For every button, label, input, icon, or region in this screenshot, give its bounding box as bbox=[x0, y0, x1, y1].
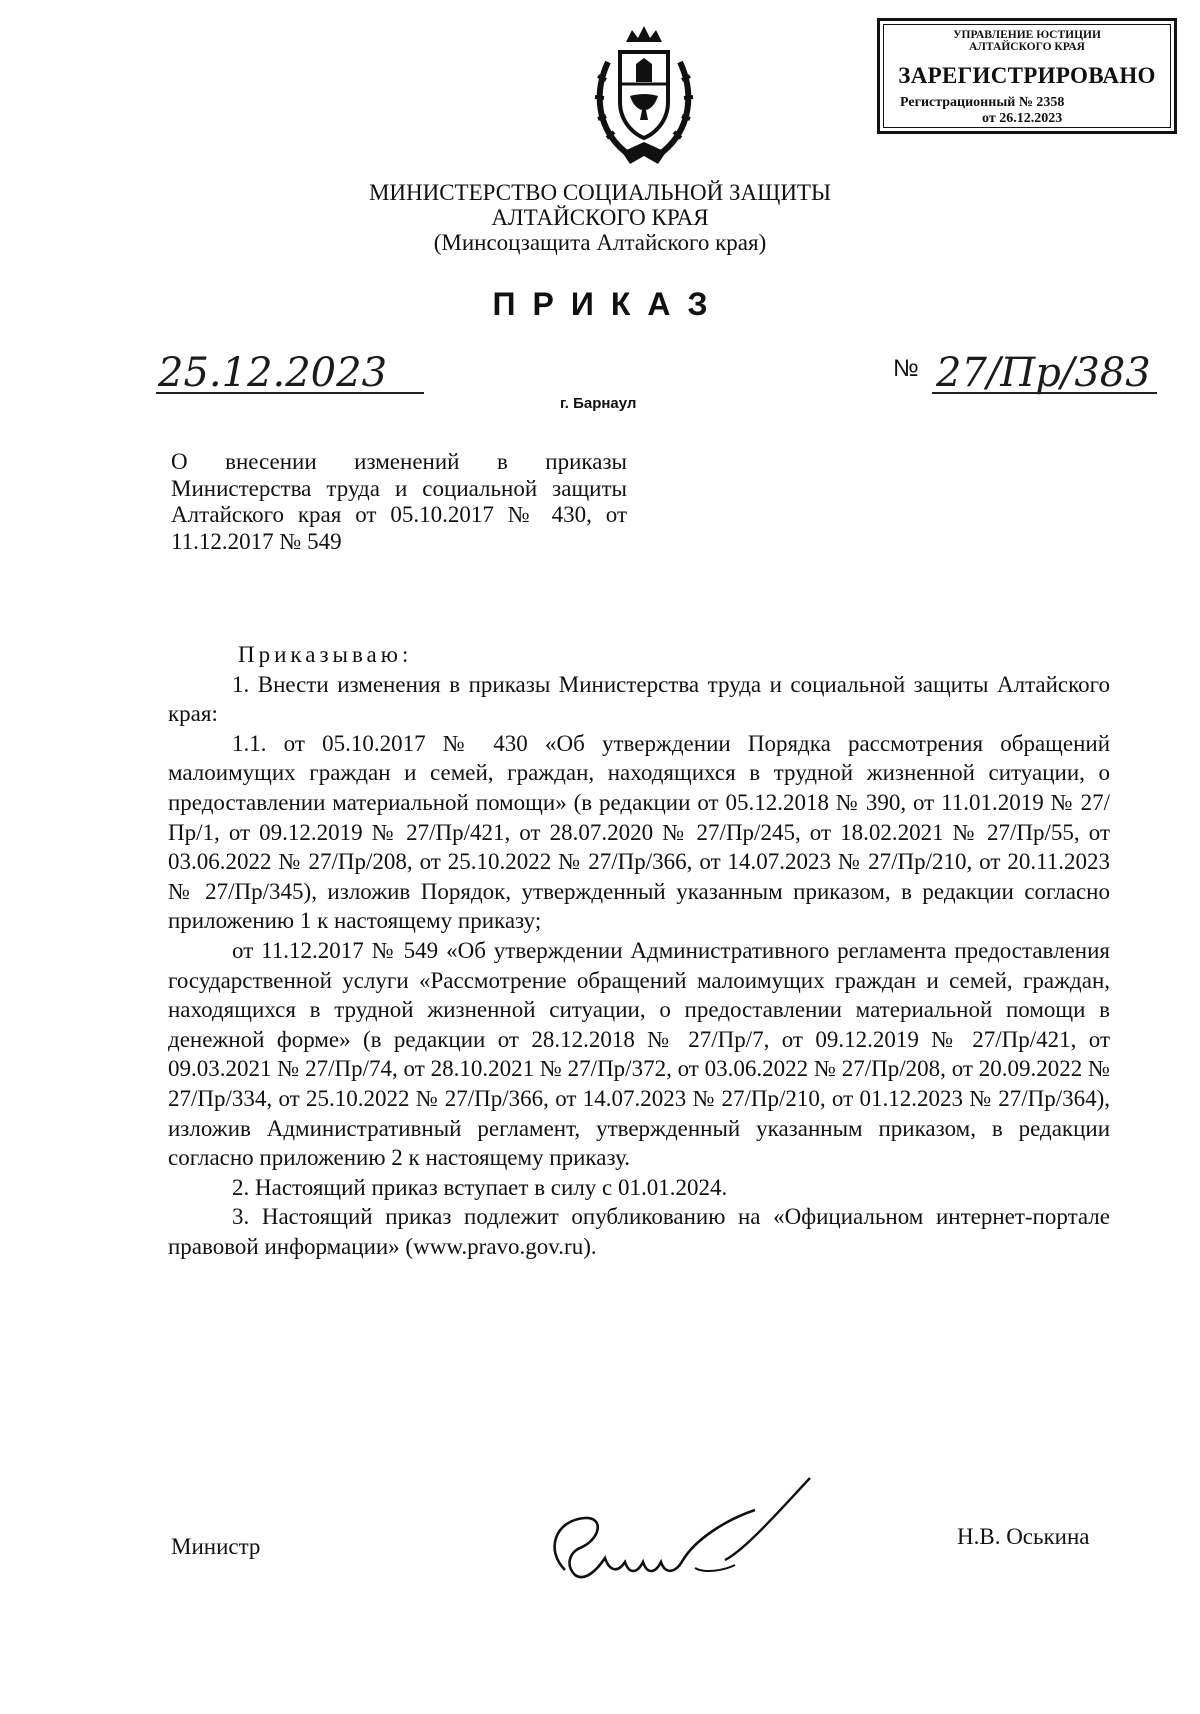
order-item-1-2: от 11.12.2017 № 549 «Об утверждении Административного регламента предоставления государственной услуги «Рассмотрение обращений малоимущих граждан и семей, граждан, находящихся в трудной жизненной ситуации, о предоставлении материальной помощи в денежной форме» (в редакции от 28.12.2018 № 27/Пр/7, от 09.12.2019 № 27/Пр/421, от 09.03.2021 № 27/Пр/74, от 28.10.2021 № 27/Пр/372, от 03.06.2022 № 27/Пр/208, от 20.09.2022 № 27/Пр/334, от 25.10.2022 № 27/Пр/366, от 14.07.2023 № 27/Пр/210, от 01.12.2023 № 27/Пр/364), изложив Административный регламент, утвержденный указанным приказом, в редакции согласно приложению 2 к настоящему приказу. bbox=[168, 937, 1110, 1171]
number-underline bbox=[932, 392, 1157, 394]
order-date: 25.12.2023 bbox=[158, 350, 388, 396]
order-item-1: 1. Внести изменения в приказы Министерства труда и социальной защиты Алтайского края: bbox=[168, 671, 1110, 727]
city-name: г. Барнаул bbox=[560, 395, 637, 412]
order-intro: Приказываю: bbox=[238, 642, 413, 667]
stamp-department-line1: УПРАВЛЕНИЕ ЮСТИЦИИ bbox=[953, 29, 1101, 41]
ministry-short-name: (Минсоцзащита Алтайского края) bbox=[433, 230, 767, 255]
signatory-role: Министр bbox=[171, 1534, 261, 1559]
stamp-department bbox=[884, 29, 1170, 53]
order-item-2: 2. Настоящий приказ вступает в силу с 01.01.2024. bbox=[232, 1174, 728, 1200]
coat-of-arms-icon bbox=[588, 22, 700, 172]
signatory-name: Н.В. Оськина bbox=[957, 1524, 1090, 1549]
document-type-title: ПРИКАЗ bbox=[492, 286, 725, 322]
ministry-name-line1: МИНИСТЕРСТВО СОЦИАЛЬНОЙ ЗАЩИТЫ bbox=[368, 180, 832, 205]
order-item-1-1: 1.1. от 05.10.2017 № 430 «Об утверждении Порядка рассмотрения обращений малоимущих граждан и семей, граждан, находящихся в трудной жизненной ситуации, о предоставлении материальной помощи» (в редакции от 05.12.2018 № 390, от 11.01.2019 № 27/Пр/1, от 09.12.2019 № 27/Пр/421, от 28.07.2020 № 27/Пр/245, от 18.02.2021 № 27/Пр/55, от 03.06.2022 № 27/Пр/208, от 25.10.2022 № 27/Пр/366, от 14.07.2023 № 27/Пр/210, от 20.11.2023 № 27/Пр/345), изложив Порядок, утвержденный указанным приказом, в редакции согласно приложению 1 к настоящему приказу; bbox=[168, 730, 1110, 934]
stamp-department-line2: АЛТАЙСКОГО КРАЯ bbox=[969, 41, 1085, 53]
number-sign: № bbox=[893, 355, 919, 382]
registration-stamp bbox=[877, 18, 1177, 134]
order-body bbox=[168, 640, 1110, 1261]
stamp-reg-number: Регистрационный № 2358 bbox=[900, 95, 1065, 110]
order-subject: О внесении изменений в приказы Министерства труда и социальной защиты Алтайского края от 05.10.2017 № 430, от 11.12.2017 № 549 bbox=[171, 449, 627, 554]
order-item-3: 3. Настоящий приказ подлежит опубликованию на «Официальном интернет-портале правовой информации» (www.pravo.gov.ru). bbox=[168, 1204, 1110, 1259]
stamp-status: ЗАРЕГИСТРИРОВАНО bbox=[898, 63, 1156, 88]
ministry-name-line2: АЛТАЙСКОГО КРАЯ bbox=[491, 205, 709, 230]
stamp-reg-date: от 26.12.2023 bbox=[982, 111, 1063, 126]
date-underline bbox=[156, 392, 424, 394]
handwritten-signature-icon bbox=[525, 1470, 845, 1600]
order-number: 27/Пр/383 bbox=[936, 350, 1151, 396]
